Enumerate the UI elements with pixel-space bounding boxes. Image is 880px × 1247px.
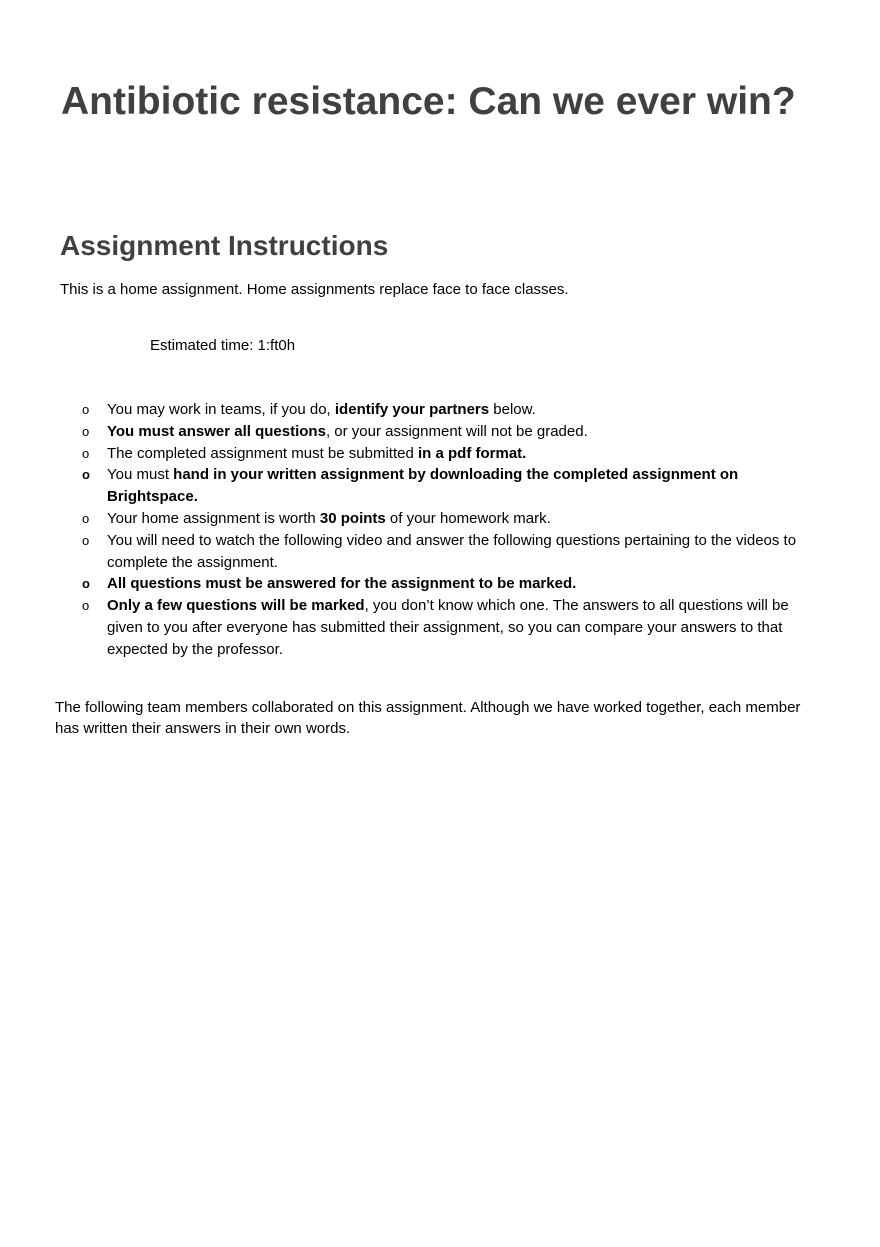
- intro-paragraph: This is a home assignment. Home assignments replace face to face classes.: [60, 281, 569, 298]
- bullet-circle-icon: o: [82, 532, 90, 548]
- instruction-emphasis: 30 points: [319, 509, 386, 527]
- estimated-time: Estimated time: 1:ft0h: [150, 337, 296, 354]
- instruction-text: The completed assignment must be submitted: [107, 444, 418, 462]
- bullet-circle-icon: o: [82, 598, 90, 614]
- bullet-circle-icon: o: [82, 467, 90, 483]
- instruction-text: You may work in teams, if you do,: [107, 401, 335, 418]
- instructions-list: [0, 399, 880, 661]
- instruction-text: You must: [107, 466, 174, 484]
- instruction-emphasis: You must answer all questions: [107, 422, 326, 440]
- bullet-circle-icon: o: [82, 423, 90, 439]
- instruction-item: [0, 399, 880, 421]
- instruction-text: You will need to watch the following video and answer the following questions pertaining to the videos to complete the assignment.: [107, 531, 797, 571]
- instruction-item: [0, 530, 880, 574]
- instruction-text: below.: [489, 401, 536, 418]
- instruction-item: [0, 443, 880, 465]
- instruction-emphasis: Only a few questions will be marked: [107, 597, 365, 615]
- team-note-paragraph: The following team members collaborated on this assignment. Although we have worked together, each member has written their answers in their own words.: [55, 699, 801, 737]
- instruction-text: , or your assignment will not be graded.: [325, 422, 588, 440]
- instruction-emphasis: hand in your written assignment by downloading the completed assignment on Brightspace.: [107, 466, 739, 506]
- instruction-emphasis: All questions must be answered for the assignment to be marked.: [107, 575, 577, 593]
- instruction-emphasis: in a pdf format.: [418, 444, 527, 462]
- instruction-item: [0, 464, 880, 508]
- instruction-item: [0, 508, 880, 530]
- instruction-text: of your homework mark.: [385, 509, 551, 527]
- instruction-item: [0, 595, 880, 660]
- bullet-circle-icon: o: [82, 510, 90, 526]
- document-title: Antibiotic resistance: Can we ever win?: [61, 80, 796, 123]
- instruction-text: Your home assignment is worth: [107, 509, 320, 527]
- section-heading: Assignment Instructions: [60, 230, 389, 261]
- bullet-circle-icon: o: [82, 445, 90, 461]
- instruction-text: , you don’t know which one. The answers to all questions will be given to you after everyone has submitted their assignment, so you can compare your answers to that expected by the professor.: [107, 597, 789, 658]
- bullet-circle-icon: o: [82, 402, 90, 417]
- instruction-item: [0, 573, 880, 595]
- bullet-circle-icon: o: [82, 576, 90, 592]
- instruction-item: [0, 421, 880, 443]
- instruction-emphasis: identify your partners: [334, 401, 490, 418]
